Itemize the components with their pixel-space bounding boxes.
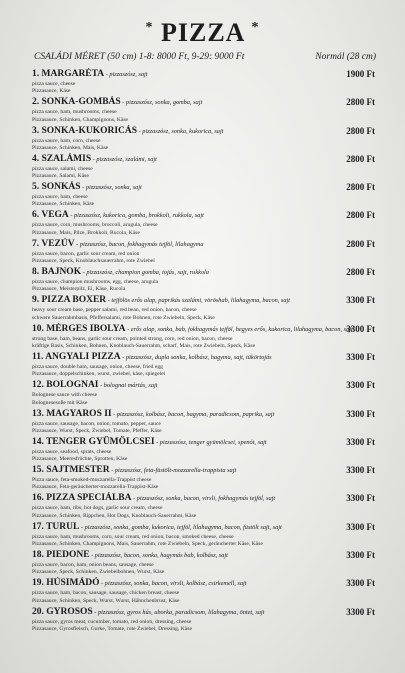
pizza-ingredients-hu: - pizzaszósz, sonka, bacon, virsli, kolbász, csirkemell, sajt bbox=[99, 580, 247, 588]
menu-item bbox=[32, 521, 375, 549]
menu-item bbox=[32, 153, 375, 181]
pizza-name: 6. VEGA bbox=[32, 210, 69, 221]
menu-item bbox=[32, 96, 375, 124]
pizza-ingredients-de: Pizzasauce, Speck, Knoblauchsauerrahm, rote Zwiebel bbox=[32, 258, 155, 265]
menu-item bbox=[32, 294, 375, 322]
menu-item-title-line bbox=[32, 549, 375, 562]
pizza-name: 4. SZALÁMIS bbox=[32, 153, 92, 164]
pizza-name: 3. SONKA-KUKORICÁS bbox=[32, 125, 138, 136]
menu-item bbox=[32, 549, 375, 577]
pizza-ingredients-en: pizza sauce, bacon, garlic sour cream, red onion bbox=[32, 250, 140, 257]
family-size-header: CSALÁDI MÉRET (50 cm) 1-8: 8000 Ft, 9-29: 9000 Ft bbox=[34, 52, 245, 62]
menu-item bbox=[32, 606, 375, 634]
pizza-ingredients-en: pizza sauce, salami, cheese bbox=[32, 165, 93, 172]
menu-item bbox=[32, 181, 375, 209]
pizza-ingredients-en: strong base, ham, beans, garlic sour cream, pointed strong, corn, red onion, bacon, cheese bbox=[32, 335, 233, 342]
pizza-ingredients-en: pizza sauce, ham, corn, cheese bbox=[32, 137, 101, 144]
pizza-ingredients-en: pizza sauce, gyros meat, cucumber, tomato, red onion, dressing, cheese bbox=[32, 618, 192, 625]
pizza-ingredients-en: pizza sauce, champion mushrooms, egg, cheese, arugula bbox=[32, 279, 159, 286]
pizza-name: 11. ANGYALI PIZZA bbox=[32, 351, 121, 362]
pizza-price: 2800 Ft bbox=[346, 182, 375, 193]
pizza-ingredients-en: pizza sauce, corn, mushrooms, broccoli, arugula, cheese bbox=[32, 222, 158, 229]
menu-item-title-line bbox=[32, 266, 375, 279]
menu-item-title-line bbox=[32, 323, 375, 336]
pizza-ingredients-de: Pizzasauce, Meeresfrüchte, Sprotten, Käse bbox=[32, 456, 128, 463]
pizza-ingredients-hu: - pizzaszósz, sonka, kukorica, sajt bbox=[137, 127, 224, 135]
menu-item bbox=[32, 408, 375, 436]
pizza-ingredients-hu: - pizzaszósz, szalámi, sajt bbox=[91, 155, 157, 163]
pizza-name: 20. GYROSOS bbox=[32, 606, 93, 617]
menu-item bbox=[32, 125, 375, 153]
pizza-price: 3300 Ft bbox=[346, 295, 375, 306]
pizza-name: 15. SAJTMESTER bbox=[32, 465, 110, 476]
pizza-name: 8. BAJNOK bbox=[32, 267, 82, 278]
pizza-ingredients-hu: - pizzaszósz, gyros hús, uborka, paradicsom, lilahagyma, öntet, sajt bbox=[92, 608, 265, 616]
menu-item-title-line bbox=[32, 436, 375, 449]
pizza-ingredients-de: Pizzasauce, Wurst, Speck, Zwiebel, Tomate, Pfeffer, Käse bbox=[32, 427, 162, 434]
pizza-ingredients-en: pizza sauce, ham, ribs, hot dogs, garlic sour cream, cheese bbox=[32, 505, 163, 512]
pizza-ingredients-de: Pizzasauce, Salami, Käse bbox=[32, 173, 89, 180]
pizza-ingredients-de: Pizzasauce, Schinken, Mais, Käse bbox=[32, 144, 109, 151]
pizza-name: 16. PIZZA SPECIÁLBA bbox=[32, 493, 132, 504]
pizza-ingredients-en: pizza sauce, bacon, ham, onion beans, sausage, cheese bbox=[32, 562, 154, 569]
menu-item-title-line bbox=[32, 408, 375, 421]
pizza-ingredients-de: Bolognesesoße mit Käse bbox=[32, 399, 88, 406]
pizza-ingredients-en: pizza sauce, ham, bacon, sausage, sausage, chicken breast, cheese bbox=[32, 590, 180, 597]
pizza-ingredients-de: Pizzasauce, Gyrosfleisch, Gurke, Tomate, rote Zwiebel, Dressing, Käse bbox=[32, 625, 192, 632]
pizza-ingredients-de: schwere Sauerrahmbasis, Pfeffersalami, rote Bohnen, rote Zwiebeln, Speck, Käse bbox=[32, 314, 215, 321]
pizza-ingredients-hu: - tejfölös erős alap, paprikás szalámi, vöröshab, lilahagyma, bacon, sajt bbox=[106, 297, 291, 305]
pizza-ingredients-en: pizza sauce, ham, mushrooms, cheese bbox=[32, 109, 117, 116]
pizza-ingredients-de: Pizzasauce, Speck, Schinken, Zwiebelbohnen, Wurst, Käse bbox=[32, 569, 165, 576]
pizza-ingredients-de: Pizzasauce, Feta-geräucherter-mozzarella-Trappist-Käse bbox=[32, 484, 159, 491]
pizza-ingredients-en: pizza sauce, ham, mushrooms, corn, sour cream, red onion, bacon, smoked cheese, cheese bbox=[32, 533, 234, 540]
menu-item bbox=[32, 238, 375, 266]
menu-item-title-line bbox=[32, 492, 375, 505]
pizza-ingredients-de: Pizzasauce, Schinken, Champignons, Käse bbox=[32, 116, 129, 123]
pizza-ingredients-hu: - pizzaszósz, kukorica, gomba, brokkoli, rukkola, sajt bbox=[68, 212, 204, 220]
pizza-price: 2800 Ft bbox=[346, 210, 375, 221]
menu-item-title-line bbox=[32, 68, 375, 81]
pizza-ingredients-hu: - pizzaszósz, champion gomba, tojás, sajt, rukkola bbox=[81, 269, 209, 277]
pizza-ingredients-de: Pizzasauce, Schinken, Rippchen, Hot Dogs, Knoblauch-Sauerrahm, Käse bbox=[32, 512, 197, 519]
pizza-name: 19. HÚSIMÁDÓ bbox=[32, 578, 100, 589]
pizza-ingredients-en: pizza sauce, double ham, sausage, onion, cheese, fried egg bbox=[32, 363, 163, 370]
pizza-ingredients-en: Bolognese sauce with cheese bbox=[32, 392, 98, 399]
pizza-name: 2. SONKA-GOMBÁS bbox=[32, 97, 121, 108]
menu-item bbox=[32, 379, 375, 407]
pizza-list bbox=[32, 68, 375, 634]
pizza-price: 3300 Ft bbox=[346, 578, 375, 589]
menu-item bbox=[32, 209, 375, 237]
star-left-decoration: * bbox=[145, 20, 154, 35]
menu-item bbox=[32, 464, 375, 492]
pizza-ingredients-de: Pizzasauce, Käse bbox=[32, 88, 71, 95]
star-right-decoration: * bbox=[251, 20, 260, 35]
pizza-ingredients-de: Pizzasauce, Schinken, Käse bbox=[32, 201, 95, 208]
menu-item bbox=[32, 68, 375, 96]
pizza-ingredients-en: heavy sour cream base, pepper salami, red bean, red onion, bacon, cheese bbox=[32, 307, 197, 314]
pizza-name: 9. PIZZA BOXER bbox=[32, 295, 107, 306]
menu-item-title-line bbox=[32, 238, 375, 251]
pizza-price: 1900 Ft bbox=[346, 69, 375, 79]
menu-item-title-line bbox=[32, 125, 375, 138]
menu-item-title-line bbox=[32, 96, 375, 109]
normal-size-header: Normál (28 cm) bbox=[315, 52, 376, 62]
pizza-ingredients-en: Pizza sauce, feta-smoked-mozzarella-Trappist cheese bbox=[32, 477, 152, 484]
pizza-ingredients-hu: - erős alap, sonka, bab, fokhagymás tejföl, hegyes erős, kukorica, lilahagyma, bacon, sajt bbox=[125, 325, 353, 333]
pizza-name: 14. TENGER GYÜMÖLCSEI bbox=[32, 436, 155, 447]
menu-item-title-line bbox=[32, 464, 375, 477]
menu-item bbox=[32, 577, 375, 605]
pizza-ingredients-de: Pizzasauce, Schinken, Champignons, Mais, Sauerrahm, rote Zwiebeln, Speck, geräucherter Käse, Käse bbox=[32, 541, 263, 548]
menu-item-title-line bbox=[32, 181, 375, 194]
menu-item-title-line bbox=[32, 606, 375, 619]
pizza-ingredients-de: Pizzasauce, Meisterpilz, Ei, Käse, Rucola bbox=[32, 286, 126, 293]
pizza-ingredients-hu: - bolognai mártás, sajt bbox=[98, 382, 158, 390]
pizza-price: 3300 Ft bbox=[346, 436, 375, 447]
pizza-name: 5. SONKÁS bbox=[32, 182, 81, 193]
pizza-ingredients-hu: - pizzaszósz, tenger gyümölcsei, spenót, sajt bbox=[154, 438, 267, 446]
pizza-ingredients-hu: - pizzaszósz, sonka, sajt bbox=[80, 184, 142, 192]
pizza-price: 2800 Ft bbox=[346, 125, 375, 136]
pizza-name: 18. PIEDONE bbox=[32, 550, 90, 561]
pizza-price: 3300 Ft bbox=[346, 606, 375, 617]
pizza-name: 1. MARGARÉTA bbox=[32, 69, 105, 79]
pizza-ingredients-hu: - pizzaszósz, sonka, bacon, virsli, fokhagymás tejföl, sajt bbox=[131, 495, 276, 503]
pizza-price: 2800 Ft bbox=[346, 153, 375, 164]
menu-item-title-line bbox=[32, 379, 375, 392]
pizza-price: 3300 Ft bbox=[346, 521, 375, 532]
pizza-ingredients-en: pizza sauce, cheese bbox=[32, 81, 76, 87]
pizza-name: 17. TURUL bbox=[32, 521, 80, 532]
pizza-ingredients-en: pizza sauce, seafood, sprats, cheese bbox=[32, 448, 112, 455]
menu-item-title-line bbox=[32, 521, 375, 534]
menu-item bbox=[32, 266, 375, 294]
pizza-ingredients-hu: - pizzaszósz, feta-füstölt-mozzarella-trappista sajt bbox=[109, 467, 237, 475]
pizza-ingredients-hu: - pizzaszósz, bacon, fokhagymás tejföl, lilahagyma bbox=[74, 240, 204, 248]
menu-item-title-line bbox=[32, 209, 375, 222]
pizza-price: 3300 Ft bbox=[346, 465, 375, 476]
pizza-ingredients-hu: - pizzaszósz, sonka, gomba, kukorica, tejföl, lilahagyma, bacon, füstölt sajt, sajt bbox=[79, 523, 282, 531]
pizza-price: 2800 Ft bbox=[346, 97, 375, 108]
pizza-ingredients-de: Pizzasauce, Schinken, Speck, Wurst, Wurst, Hähnchenbrust, Käse bbox=[32, 597, 180, 604]
pizza-name: 13. MAGYAROS II bbox=[32, 408, 112, 419]
pizza-ingredients-hu: - pizzaszósz, sonka, gomba, sajt bbox=[120, 99, 203, 107]
menu-item-title-line bbox=[32, 294, 375, 307]
pizza-ingredients-en: pizza sauce, sausage, bacon, onion, tomato, pepper, sauce bbox=[32, 420, 161, 427]
menu-item bbox=[32, 351, 375, 379]
menu-item-title-line bbox=[32, 351, 375, 364]
pizza-price: 3300 Ft bbox=[346, 323, 375, 334]
pizza-name: 10. MÉRGES IBOLYA bbox=[32, 323, 126, 334]
pizza-ingredients-hu: - pizzaszósz, kolbász, bacon, hagyma, paradicsom, paprika, sajt bbox=[111, 410, 275, 418]
page-title bbox=[0, 18, 405, 48]
menu-item bbox=[32, 323, 375, 351]
pizza-price: 3300 Ft bbox=[346, 351, 375, 362]
pizza-price: 3300 Ft bbox=[346, 408, 375, 419]
pizza-ingredients-en: pizza sauce, ham, cheese bbox=[32, 194, 88, 201]
pizza-price: 2800 Ft bbox=[346, 267, 375, 278]
pizza-price: 2800 Ft bbox=[346, 238, 375, 249]
menu-item-title-line bbox=[32, 577, 375, 590]
pizza-price: 3300 Ft bbox=[346, 493, 375, 504]
pizza-ingredients-de: kräftige Basis, Schinken, Bohnen, Knoblauch-Sauerrahm, scharf, Mais, rote Zwiebeln, Speck, Käse bbox=[32, 342, 256, 349]
title-text: PIZZA bbox=[160, 18, 245, 47]
pizza-ingredients-hu: - pizzaszósz, bacon, sonka, hagymás bab, kolbász, sajt bbox=[89, 552, 228, 560]
pizza-ingredients-hu: - pizzaszósz, sajt bbox=[104, 71, 148, 78]
pizza-ingredients-de: Pizzasauce, doppelschinken, wurst, zwiebel, käse, spiegelei bbox=[32, 371, 166, 378]
pizza-name: 12. BOLOGNAI bbox=[32, 380, 99, 391]
pizza-price: 3300 Ft bbox=[346, 380, 375, 391]
menu-item bbox=[32, 436, 375, 464]
pizza-ingredients-hu: - pizzaszósz, dupla sonka, kolbász, hagyma, sajt, tükörtojás bbox=[120, 353, 272, 361]
pizza-ingredients-de: Pizzasauce, Mais, Pilze, Brokkoli, Rucola, Käse bbox=[32, 229, 140, 236]
pizza-name: 7. VEZÚV bbox=[32, 238, 75, 249]
menu-item bbox=[32, 492, 375, 520]
menu-item-title-line bbox=[32, 153, 375, 166]
pizza-price: 3300 Ft bbox=[346, 550, 375, 561]
